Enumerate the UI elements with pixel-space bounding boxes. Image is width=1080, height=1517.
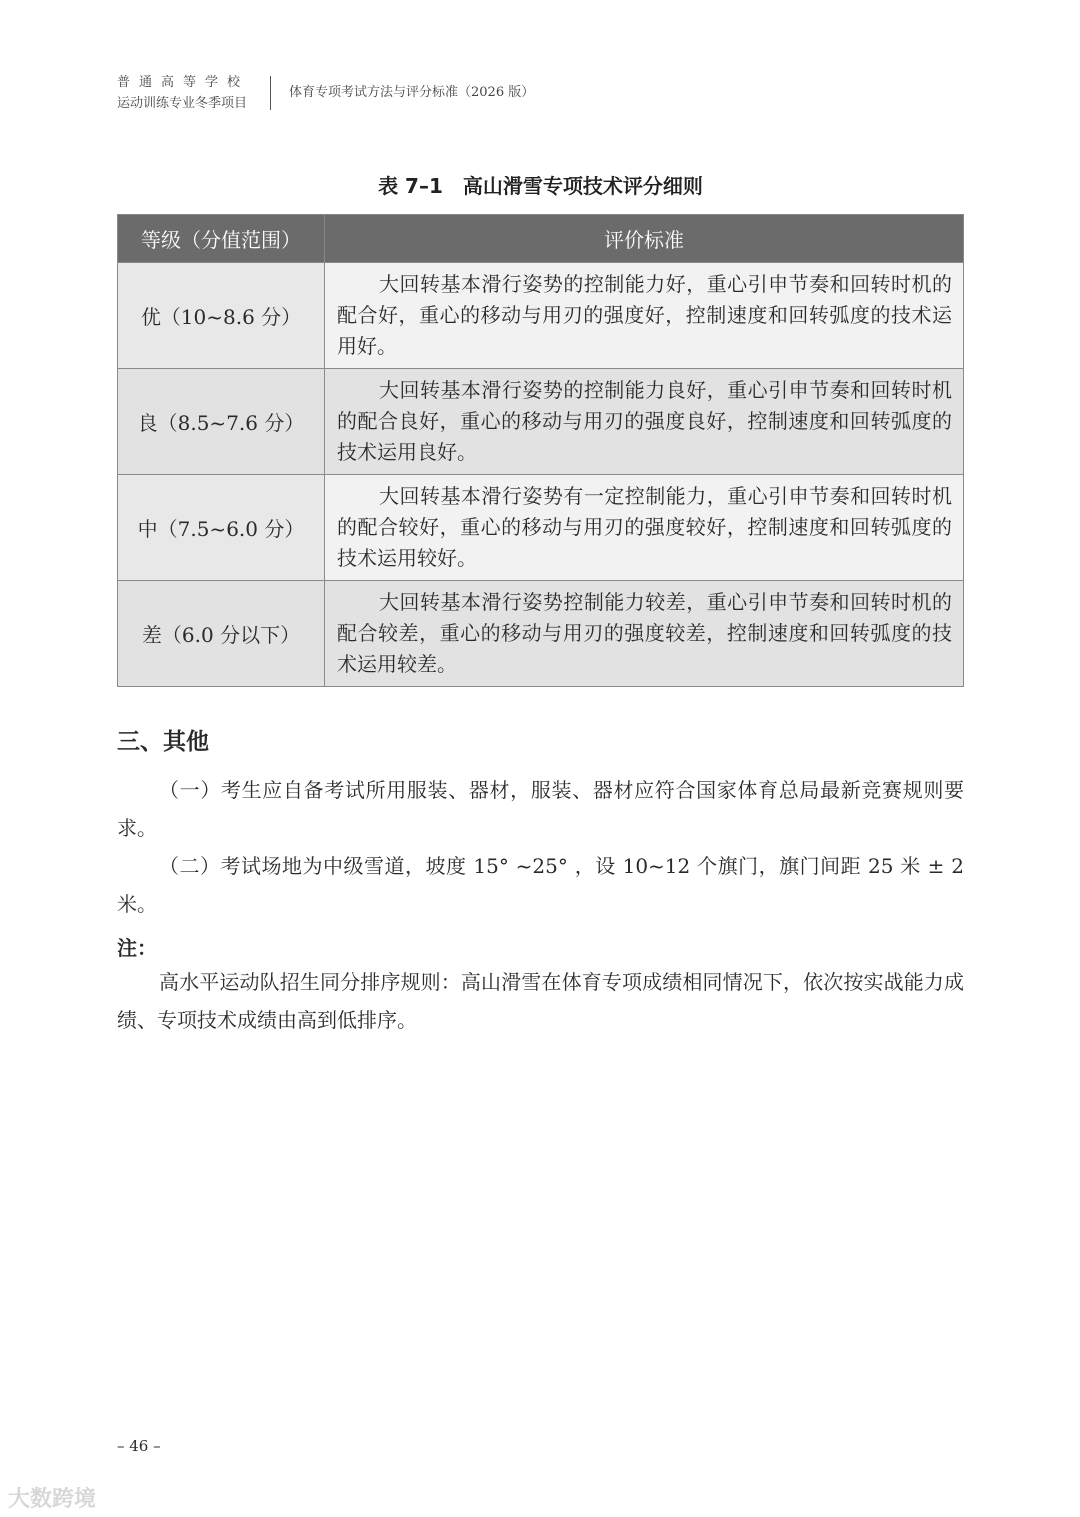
header-book-title: 体育专项考试方法与评分标准（2026 版） (289, 85, 535, 100)
table-row (118, 581, 964, 687)
section-heading: 三、其他 (117, 729, 209, 755)
paragraph-item-2: （二）考试场地为中级雪道，坡度 15° ~25° ，设 10~12 个旗门，旗门间距 25 米 ± 2 米。 (117, 854, 964, 916)
level-cell: 优（10~8.6 分） (118, 263, 325, 369)
table-caption: 表 7–1 高山滑雪专项技术评分细则 (378, 174, 703, 198)
criteria-cell: 大回转基本滑行姿势有一定控制能力，重心引申节奏和回转时机的配合较好，重心的移动与用刃的强度较好，控制速度和回转弧度的技术运用较好。 (325, 475, 964, 581)
column-header-criteria: 评价标准 (325, 215, 964, 263)
watermark-text: 大数跨境 (8, 1487, 97, 1512)
paragraph-item-1: （一）考生应自备考试所用服装、器材，服装、器材应符合国家体育总局最新竞赛规则要求。 (117, 778, 964, 840)
table-row (118, 475, 964, 581)
note-paragraph: 高水平运动队招生同分排序规则：高山滑雪在体育专项成绩相同情况下，依次按实战能力成绩、专项技术成绩由高到低排序。 (117, 970, 964, 1032)
table-header-row (118, 215, 964, 263)
header-school: 普通高等学校 (117, 75, 250, 90)
table-row (118, 263, 964, 369)
criteria-cell: 大回转基本滑行姿势的控制能力良好，重心引申节奏和回转时机的配合良好，重心的移动与用刃的强度良好，控制速度和回转弧度的技术运用良好。 (325, 369, 964, 475)
level-cell: 中（7.5~6.0 分） (118, 475, 325, 581)
header-program: 运动训练专业冬季项目 (117, 96, 248, 111)
criteria-cell: 大回转基本滑行姿势控制能力较差，重心引申节奏和回转时机的配合较差，重心的移动与用刃的强度较差，控制速度和回转弧度的技术运用较差。 (325, 581, 964, 687)
header-divider (270, 76, 271, 110)
level-cell: 良（8.5~7.6 分） (118, 369, 325, 475)
criteria-cell: 大回转基本滑行姿势的控制能力好，重心引申节奏和回转时机的配合好，重心的移动与用刃的强度好，控制速度和回转弧度的技术运用好。 (325, 263, 964, 369)
page-content (117, 172, 964, 1039)
page-number: – 46 – (117, 1437, 161, 1455)
running-header-left (117, 72, 249, 114)
scoring-table (117, 214, 964, 687)
level-cell: 差（6.0 分以下） (118, 581, 325, 687)
watermark-logo (8, 1482, 96, 1513)
table-row (118, 369, 964, 475)
note-label: 注： (117, 936, 157, 960)
column-header-level: 等级（分值范围） (118, 215, 325, 263)
